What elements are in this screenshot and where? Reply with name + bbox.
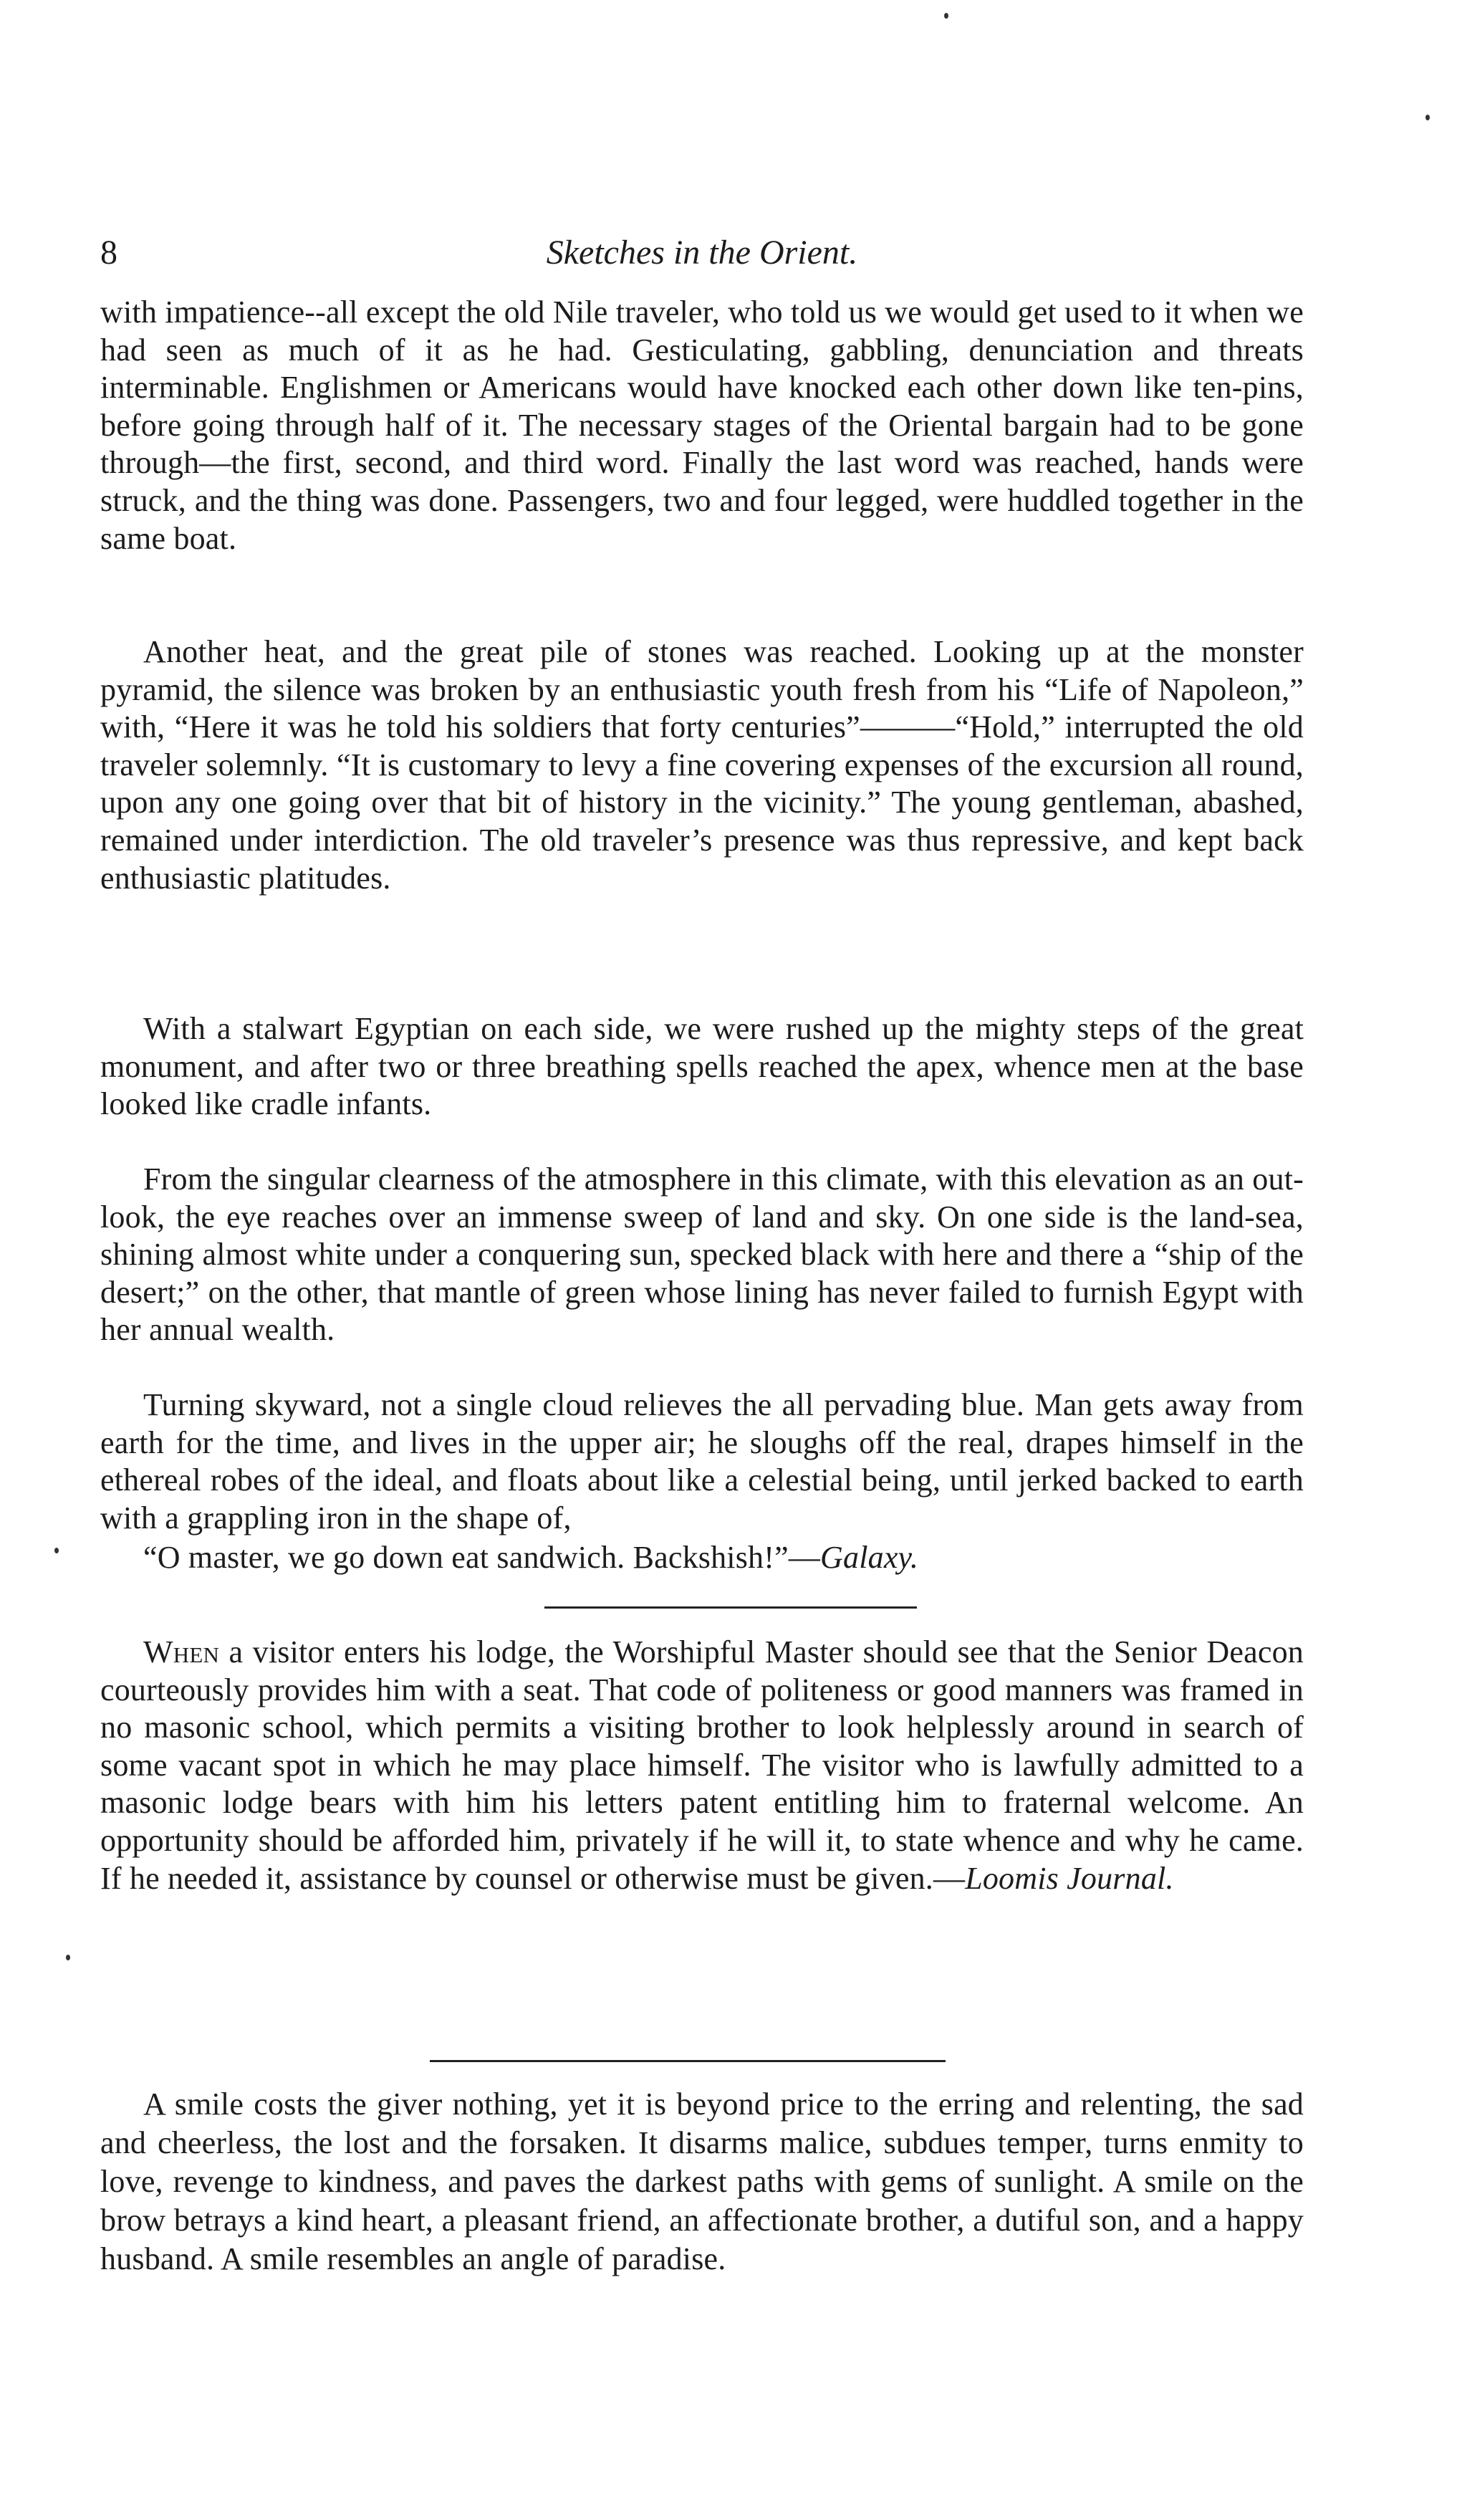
scan-speck (1425, 115, 1430, 120)
paragraph-4: From the singular clearness of the atmosphere in this climate, with this elevation as an out-look, the eye reaches over an immense sweep of land and sky. On one side is the land-sea, shining almost white under a conquering sun, specked black with here and there a “ship of the desert;” on the other, that mantle of green whose lining has never failed to furnish Egypt with her annual wealth. (100, 1161, 1304, 1348)
page-number: 8 (100, 234, 117, 272)
paragraph-1: with impatience--all except the old Nile traveler, who told us we would get used to it when we had seen as much of it as he had. Gesticulating, gabbling, denunciation and threats interminable. Englishmen or Americans would have knocked each other down like ten-pins, before going through half of it. The necessary stages of the Oriental bargain had to be gone through—the first, second, and third word. Finally the last word was reached, hands were struck, and the thing was done. Passengers, two and four legged, were huddled together in the same boat. (100, 294, 1304, 556)
scan-speck (66, 1955, 70, 1960)
section-divider (544, 1606, 917, 1609)
page-header (100, 233, 1304, 283)
scan-speck (944, 13, 948, 19)
lodge-paragraph (100, 1634, 1304, 1897)
lodge-source: Loomis Journal. (965, 1860, 1174, 1896)
scan-speck (54, 1548, 59, 1553)
quote-text: “O master, we go down eat sandwich. Backshish!”— (143, 1540, 821, 1575)
quote-source: Galaxy. (820, 1540, 919, 1575)
lead-word: When (143, 1634, 220, 1669)
paragraph-2: Another heat, and the great pile of stones was reached. Looking up at the monster pyramid, the silence was broken by an enthusiastic youth fresh from his “Life of Napoleon,” with, “Here it was he told his soldiers that forty centuries”———“Hold,” interrupted the old traveler solemnly. “It is customary to levy a fine covering expenses of the excursion all round, upon any one going over that bit of history in the vicinity.” The young gentleman, abashed, remained under interdiction. The old traveler’s presence was thus repressive, and kept back enthusiastic platitudes. (100, 634, 1304, 896)
running-title: Sketches in the Orient. (546, 234, 858, 272)
section-divider (430, 2060, 946, 2062)
paragraph-5: Turning skyward, not a single cloud relieves the all pervading blue. Man gets away from earth for the time, and lives in the upper air; he sloughs off the real, drapes himself in the ethereal robes of the ideal, and floats about like a celestial being, until jerked backed to earth with a grappling iron in the shape of, (100, 1387, 1304, 1536)
smile-paragraph: A smile costs the giver nothing, yet it is beyond price to the erring and relenting, the sad and cheerless, the lost and the forsaken. It disarms malice, subdues temper, turns enmity to love, revenge to kindness, and paves the darkest paths with gems of sunlight. A smile on the brow betrays a kind heart, a pleasant friend, an affectionate brother, a dutiful son, and a happy husband. A smile resembles an angle of paradise. (100, 2087, 1304, 2276)
paragraph-3: With a stalwart Egyptian on each side, we were rushed up the mighty steps of the great monument, and after two or three breathing spells reached the apex, whence men at the base looked like cradle infants. (100, 1011, 1304, 1122)
lodge-text: a visitor enters his lodge, the Worshipful Master should see that the Senior Deacon courteously provides him with a seat. That code of politeness or good manners was framed in no masonic school, which permits a visiting brother to look helplessly around in search of some vacant spot in which he may place himself. The visitor who is lawfully admitted to a masonic lodge bears with him his letters patent entitling him to fraternal welcome. An opportunity should be afforded him, privately if he will it, to state whence and why he came. If he needed it, assistance by counsel or otherwise must be given.— (100, 1634, 1304, 1896)
closing-quote (100, 1539, 1304, 1577)
